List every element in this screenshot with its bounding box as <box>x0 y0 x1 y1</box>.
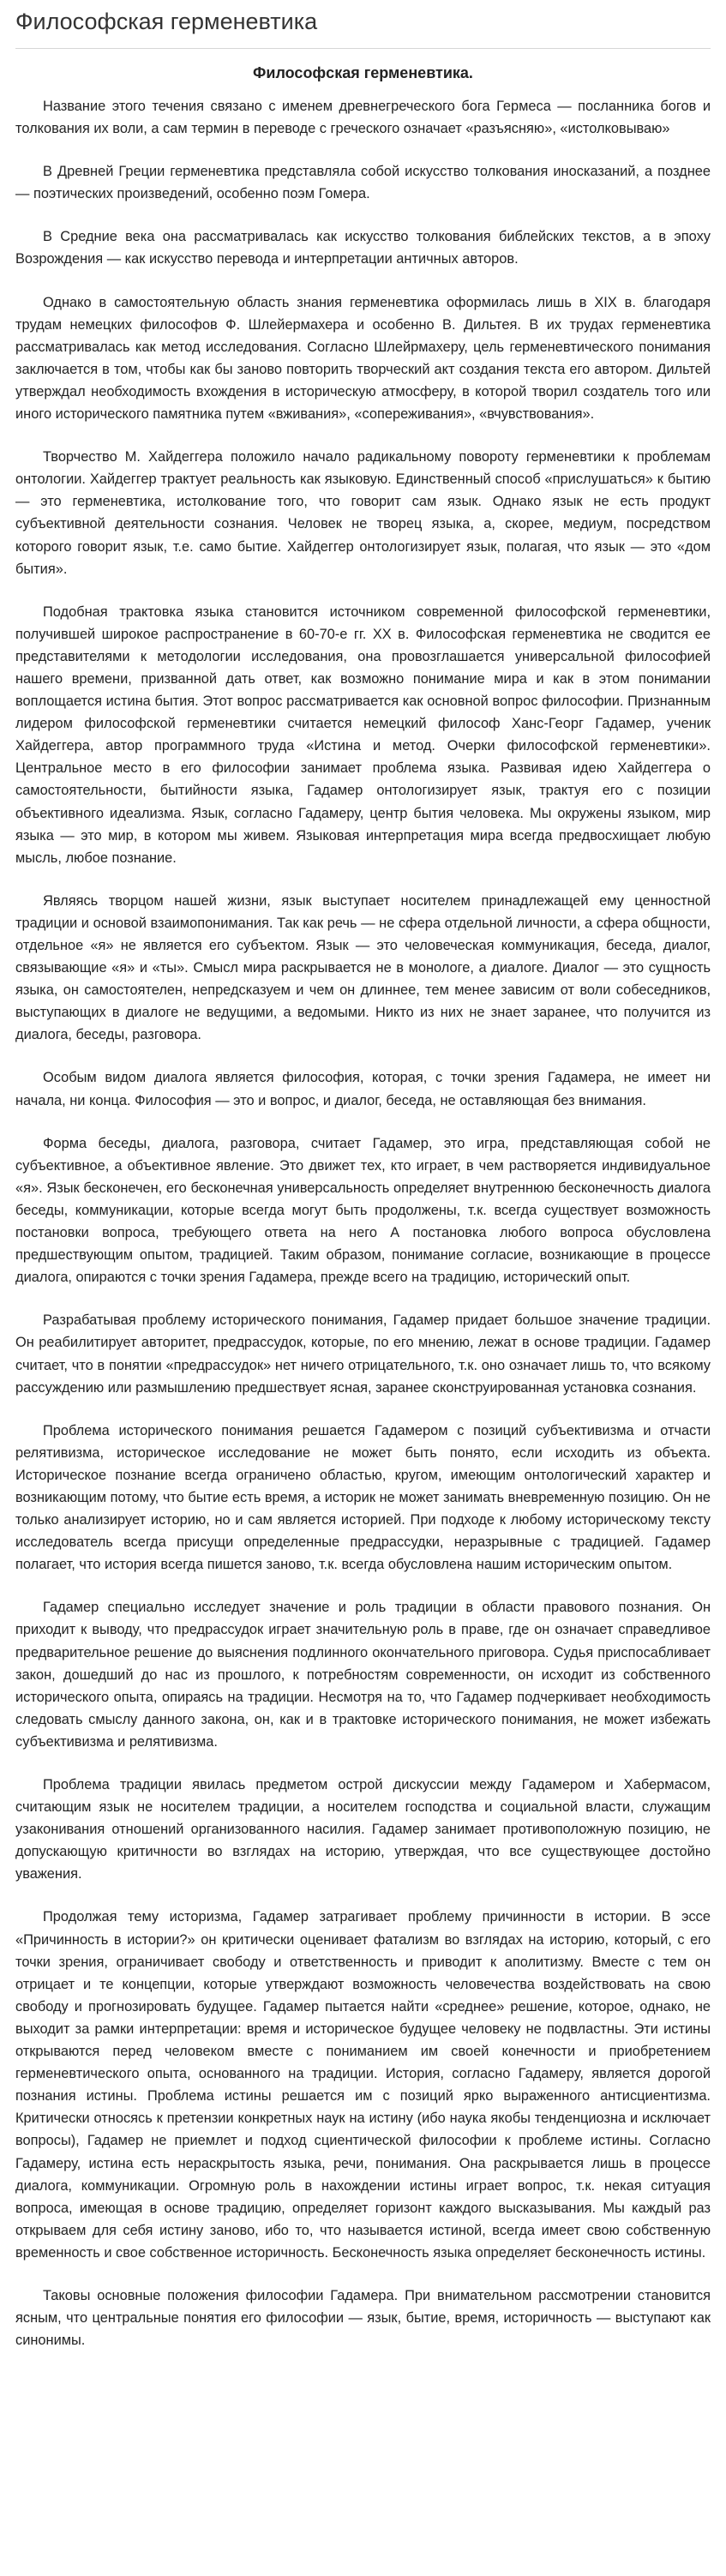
article-body <box>15 95 711 2351</box>
article-title: Философская герменевтика. <box>253 64 473 81</box>
paragraph-6: Подобная трактовка языка становится источником современной философской герменевтики, получившей широкое распространение в 60-70-е гг. XX в. Философская герменевтика не сводится ее представителями к методологии исследования, она провозглашается универсальной философией нашего времени, призванной дать ответ, как возможно понимание мира и как в этом понимании воплощается истина бытия. Этот вопрос рассматривается как основной вопрос философии. Признанным лидером философской герменевтики считается немецкий философ Ханс-Георг Гадамер, ученик Хайдеггера, автор программного труда «Истина и метод. Очерки философской герменевтики». Центральное место в его философии занимает проблема языка. Развивая идею Хайдеггера о самостоятельности, бытийности языка, Гадамер онтологизирует язык, трактуя его с позиции объективного идеализма. Язык, согласно Гадамеру, центр бытия человека. Мы окружены языком, мир языка — это мир, в котором мы живем. Языковая интерпретация мира всегда предвосхищает любую мысль, любое познание. <box>15 603 711 866</box>
paragraph-3: В Средние века она рассматривалась как искусство толкования библейских текстов, а в эпоху Возрождения — как искусство перевода и интерпретации античных авторов. <box>15 229 711 267</box>
paragraph-8: Особым видом диалога является философия, которая, с точки зрения Гадамера, не имеет ни начала, ни конца. Философия — это и вопрос, и диалог, беседа, не оставляющая без внимания. <box>15 1070 711 1108</box>
paragraph-7: Являясь творцом нашей жизни, язык выступает носителем принадлежащей ему ценностной традиции и основой взаимопонимания. Так как речь — не сфера отдельной личности, а сфера общности, отдельное «я» не является его субъектом. Язык — это человеческая коммуникация, беседа, диалог, связывающие «я» и «ты». Смысл мира раскрывается не в монологе, а диалоге. Диалог — это сущность языка, он самостоятелен, непредсказуем и чем он длиннее, тем менее зависим от воли собеседников, выступающих в диалоге не ведущими, а ведомыми. Никто из них не знает заранее, что получится из диалога, беседы, разговора. <box>15 892 711 1043</box>
paragraph-4: Однако в самостоятельную область знания герменевтика оформилась лишь в XIX в. благодаря трудам немецких философов Ф. Шлейермахера и особенно В. Дильтея. В их трудах герменевтика рассматривалась как метод исследования. Согласно Шлейрмахеру, цель герменевтического понимания заключается в том, чтобы как бы заново повторить творческий акт создания текста его автором. Дильтей утверждал необходимость вхождения в историческую атмосферу, в которой творил создатель того или иного исторического памятника путем «вживания», «сопереживания», «вчувствования». <box>15 294 711 423</box>
paragraph-10: Разрабатывая проблему исторического понимания, Гадамер придает большое значение традиции. Он реабилитирует авторитет, предрассудок, которые, по его мнению, лежат в основе традиции. Гадамер считает, что в понятии «предрассудок» нет ничего отрицательного, т.к. оно означает лишь то, что всякому рассуждению или размышлению предшествует ясная, заранее сконструированная установка сознания. <box>15 1312 711 1396</box>
paragraph-13: Проблема традиции явилась предметом острой дискуссии между Гадамером и Хабермасом, считающим язык не носителем традиции, а носителем господства и социальной власти, служащим узаконивания отношений организованного насилия. Гадамер занимает противоположную позицию, не допускающую критичности во взглядах на историю, утверждая, что все существующее достойно уважения. <box>15 1777 711 1882</box>
paragraph-9: Форма беседы, диалога, разговора, считает Гадамер, это игра, представляющая собой не субъективное, а объективное явление. Это движет тех, кто играет, в чем растворяется индивидуальное «я». Язык бесконечен, его бесконечная универсальность определяет внутреннюю бесконечность диалога беседы, коммуникации, которые всегда могут быть продолжены, т.к. всегда существует возможность постановки вопроса, требующего ответа на него А постановка любого вопроса обусловлена предшествующим опытом, традицией. Таким образом, понимание согласие, возникающие в процессе диалога, опираются с точки зрения Гадамера, прежде всего на традицию, исторический опыт. <box>15 1135 711 1286</box>
paragraph-14: Продолжая тему историзма, Гадамер затрагивает проблему причинности в истории. В эссе «Причинность в истории?» он критически оценивает фатализм во взглядах на историю, который, с его точки зрения, ограничивает свободу и ответственность и приводит к аполитизму. Вместе с тем он отрицает и те концепции, которые утверждают возможность человечества воздействовать на свою свободу и прогнозировать будущее. Гадамер пытается найти «среднее» решение, которое, однако, не выходит за рамки интерпретации: время и историческое будущее человеку не подвластны. Эти истины открываются перед человеком вместе с пониманием им своей конечности и приобретением герменевтического опыта, основанного на традиции. История, согласно Гадамеру, является дорогой познания истины. Проблема истины решается им с позиций ярко выраженного антисциентизма. Критически относясь к претензии конкретных наук на истину (ибо наука якобы тенденциозна и исключает вопросы), Гадамер не приемлет и подход сциентической философии к проблеме истины. Согласно Гадамеру, истина есть нераскрытость языка, речи, понимания. Она раскрывается лишь в процессе диалога, коммуникации. Огромную роль в нахождении истины играет вопрос, т.к. некая ситуация вопроса, имеющая в основе традицию, определяет горизонт каждого высказывания. Мы каждый раз открываем для себя истину заново, ибо то, что называется истиной, всегда имеет свою собственную временность и свое собственное историчность. Бесконечность языка определяет бесконечность истины. <box>15 1909 711 2261</box>
paragraph-1: Название этого течения связано с именем древнегреческого бога Гермеса — посланника богов и толкования их воли, а сам термин в переводе с греческого означает «разъясняю», «истолковываю» <box>15 99 711 137</box>
paragraph-15: Таковы основные положения философии Гадамера. При внимательном рассмотрении становится ясным, что центральные понятия его философии — язык, бытие, время, историчность — выступают как синонимы. <box>15 2287 711 2349</box>
paragraph-2: В Древней Греции герменевтика представляла собой искусство толкования иносказаний, а позднее — поэтических произведений, особенно поэм Гомера. <box>15 164 711 202</box>
paragraph-11: Проблема исторического понимания решается Гадамером с позиций субъективизма и отчасти релятивизма, историческое исследование не может быть понято, если исходить из объекта. Историческое познание всегда ограничено областью, кругом, имеющим онтологический характер и возникающим потому, что бытие есть время, а историк не может занимать вневременную позицию. Он не только анализирует историю, но и сам является историей. При подходе к любому историческому тексту исследователь всегда присущи определенные предрассудки, неразрывные с традицией. Гадамер полагает, что история всегда пишется заново, т.к. всегда обусловлена нашим историческим опытом. <box>15 1422 711 1573</box>
page-title: Философская герменевтика <box>15 3 711 49</box>
paragraph-5: Творчество М. Хайдеггера положило начало радикальному повороту герменевтики к проблемам онтологии. Хайдеггер трактует реальность как языковую. Единственный способ «прислушаться» к бытию — это герменевтика, истолкование того, что говорит сам язык. Однако язык не есть продукт субъективной деятельности сознания. Человек не творец языка, а, скорее, медиум, посредством которого говорит язык, т.е. само бытие. Хайдеггер онтологизирует язык, полагая, что язык — это «дом бытия». <box>15 449 711 577</box>
paragraph-12: Гадамер специально исследует значение и роль традиции в области правового познания. Он приходит к выводу, что предрассудок играет значительную роль в праве, где он означает справедливое предварительное решение до выяснения подлинного окончательного приговора. Судья приспосабливает закон, дошедший до нас из прошлого, к потребностям современности, он исходит из собственного исторического опыта, опираясь на традиции. Несмотря на то, что Гадамер подчеркивает необходимость следовать смыслу данного закона, он, как и в трактовке исторического понимания, не может избежать субъективизма и релятивизма. <box>15 1600 711 1750</box>
